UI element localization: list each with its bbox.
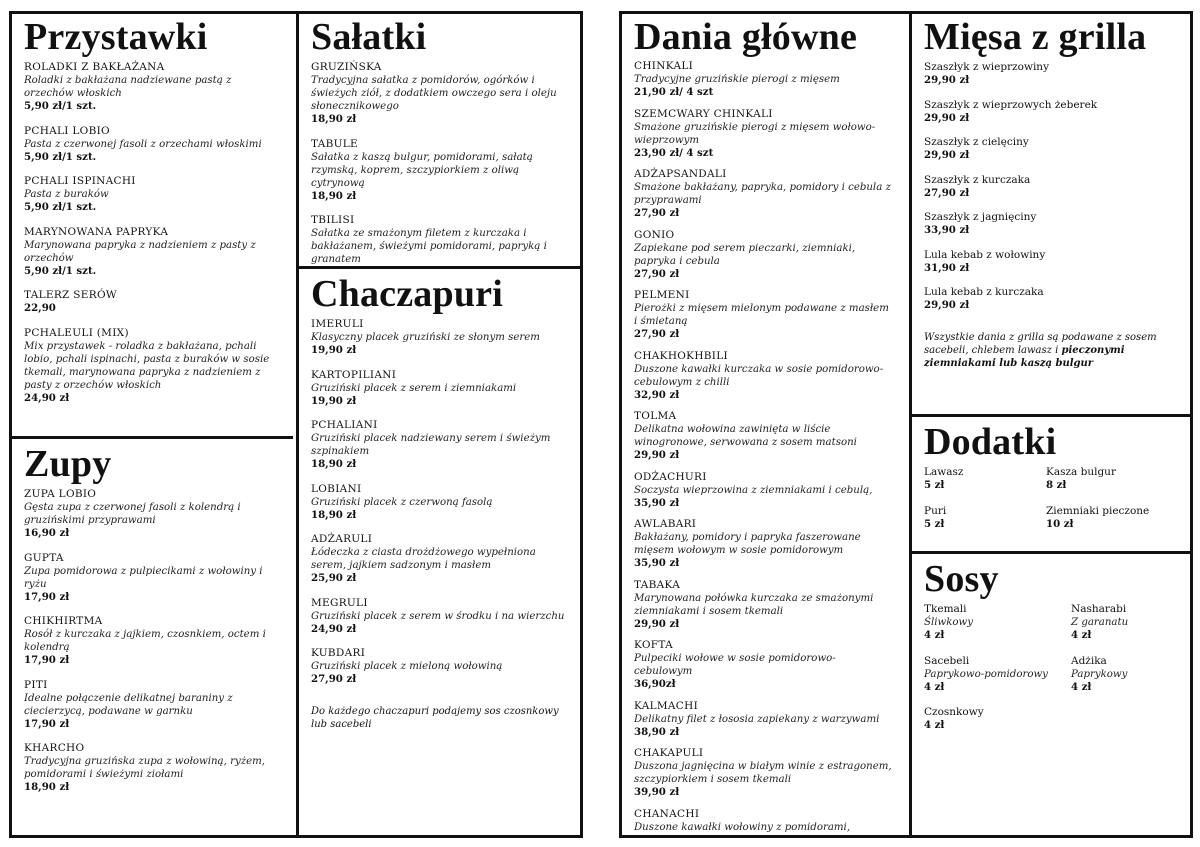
section-salatki xyxy=(296,14,580,266)
menu-item-name: CHINKALI xyxy=(634,60,694,72)
menu-item xyxy=(311,369,568,409)
menu-item-description: Śliwkowy xyxy=(924,617,973,628)
menu-item-name: CHAKAPULI xyxy=(634,747,704,759)
menu-item-price: 4 zł xyxy=(1071,629,1092,641)
menu-item xyxy=(311,483,568,523)
menu-item-description: Gruziński placek z serem w środku i na wierzchu xyxy=(311,610,565,622)
menu-item-price: 27,90 zł xyxy=(311,673,357,685)
menu-item-description: Delikatna wołowina zawinięta w liście winogronowe, serwowana z sosem matsoni xyxy=(634,424,857,448)
menu-item-name: ODŻACHURI xyxy=(634,470,707,483)
menu-item-description: Sałatka z kaszą bulgur, pomidorami, sałatą rzymską, koprem, szczypiorkiem z oliwą cytrynową xyxy=(311,151,533,189)
menu-item-price: 22,90 xyxy=(24,302,56,314)
menu-item-name: SZEMCWARY CHINKALI xyxy=(634,107,773,120)
menu-item-price: 5,90 zł/1 szt. xyxy=(24,100,97,112)
menu-item-price: 5 zł xyxy=(924,479,945,491)
menu-item xyxy=(24,552,281,605)
menu-item-price: 18,90 zł xyxy=(311,113,357,125)
menu-item-description: Paprykowo-pomidorowy xyxy=(924,668,1048,680)
menu-item-price: 24,90 zł xyxy=(24,391,70,404)
menu-item-name: GRUZIŃSKA xyxy=(311,61,382,73)
menu-item xyxy=(311,61,568,127)
menu-item xyxy=(1046,505,1178,532)
menu-item-name: CHAKHOKHBILI xyxy=(634,349,728,362)
menu-item-description: Soczysta wieprzowina z ziemniakami i cebulą, xyxy=(634,484,873,496)
menu-item-price: 32,90 zł xyxy=(634,388,680,401)
menu-item xyxy=(634,410,894,463)
menu-item-description: Tradycyjna sałatka z pomidorów, ogórków i świeżych ziół, z dodatkiem owczego sera i oleju słonecznikowego xyxy=(311,75,557,112)
section-sosy xyxy=(909,551,1190,835)
menu-item xyxy=(311,318,568,358)
section-title: Mięsa z grilla xyxy=(924,16,1147,58)
menu-item-name: PITI xyxy=(24,678,48,691)
menu-item xyxy=(634,579,894,632)
menu-item xyxy=(634,350,894,403)
menu-item-description: Gruziński placek z serem i ziemniakami xyxy=(311,382,517,394)
menu-item-price: 24,90 zł xyxy=(311,622,357,635)
menu-item-price: 19,90 zł xyxy=(311,394,357,407)
menu-item-name: ADŻARULI xyxy=(311,533,373,545)
menu-item-name: Puri xyxy=(924,504,947,517)
menu-item-price: 31,90 zł xyxy=(924,261,970,274)
menu-item xyxy=(24,226,281,279)
menu-item xyxy=(924,706,1071,733)
menu-item xyxy=(311,419,568,472)
section-title: Przystawki xyxy=(24,16,208,58)
menu-item xyxy=(634,471,894,511)
menu-item-name: CHANACHI xyxy=(634,807,700,820)
menu-item-price: 29,90 zł xyxy=(924,74,970,86)
menu-item-description: Gęsta zupa z czerwonej fasoli z kolendrą i gruzińskimi przyprawami xyxy=(24,502,241,526)
menu-item-description: Mix przystawek - roladka z bakłażana, pchali lobio, pchali ispinachi, pasta z buraków w sosie tkemali, marynowana papryka z nadzieniem z pasty z orzechów włoskich xyxy=(24,340,270,391)
items-grill xyxy=(912,58,1190,313)
menu-item-name: ADŻAPSANDALI xyxy=(634,168,727,180)
menu-item xyxy=(24,327,281,406)
menu-item xyxy=(634,229,894,282)
items-przystawki xyxy=(12,58,293,405)
menu-item-description: Pierożki z mięsem mielonym podawane z masłem i śmietaną xyxy=(634,303,889,327)
section-dodatki xyxy=(909,414,1190,551)
menu-item-description: Bakłażany, pomidory i papryka faszerowane mięsem wołowym w sosie pomidorowym xyxy=(634,532,861,556)
menu-item xyxy=(634,108,894,161)
section-title: Sałatki xyxy=(311,16,427,58)
menu-item-name: PCHALEULI (MIX) xyxy=(24,326,129,339)
menu-item-description: Pulpeciki wołowe w sosie pomidorowo-cebulowym xyxy=(634,653,836,677)
menu-item-description: Idealne połączenie delikatnej baraniny z ciecierzycą, podawane w garnku xyxy=(24,692,233,717)
items-dania xyxy=(622,58,906,835)
menu-item-name: TOLMA xyxy=(634,410,677,422)
menu-item-name: Lula kebab z kurczaka xyxy=(924,286,1044,298)
menu-item-name: KUBDARI xyxy=(311,647,366,659)
menu-item-name: TALERZ SERÓW xyxy=(24,289,117,301)
menu-item xyxy=(924,249,1178,276)
menu-item xyxy=(24,61,281,114)
menu-item-description: Smażone bakłażany, papryka, pomidory i cebula z przyprawami xyxy=(634,182,891,206)
menu-item-price: 17,90 zł xyxy=(24,654,70,666)
menu-item-name: Czosnkowy xyxy=(924,706,984,718)
menu-item xyxy=(924,99,1178,126)
menu-item-name: PCHALIANI xyxy=(311,419,378,431)
menu-item-price: 16,90 zł xyxy=(24,527,70,539)
menu-item-name: Lawasz xyxy=(924,466,964,478)
section-title: Dodatki xyxy=(924,421,1057,463)
menu-item xyxy=(24,125,281,165)
menu-item-name: Szaszłyk z kurczaka xyxy=(924,173,1031,186)
menu-item-price: 33,90 zł xyxy=(924,224,970,236)
menu-item-price: 18,90 zł xyxy=(311,458,357,470)
menu-item-name: IMERULI xyxy=(311,318,364,330)
menu-item xyxy=(924,466,1046,493)
menu-item-price: 4 zł xyxy=(924,719,945,731)
menu-item-price: 23,90 zł/ 4 szt xyxy=(634,146,714,159)
menu-item-name: Kasza bulgur xyxy=(1046,466,1116,478)
menu-item-description: Duszone kawałki wołowiny z pomidorami, xyxy=(634,821,851,833)
menu-item-name: PCHALI LOBIO xyxy=(24,124,110,137)
menu-item xyxy=(924,505,1046,532)
menu-item-price: 27,90 zł xyxy=(634,328,680,340)
menu-item-name: Szaszłyk z cielęciny xyxy=(924,136,1029,148)
menu-item xyxy=(311,533,568,586)
items-zupy xyxy=(12,485,293,795)
menu-item-name: MEGRULI xyxy=(311,596,368,609)
menu-item-description: Z garanatu xyxy=(1071,617,1129,628)
menu-item-price: 25,90 zł xyxy=(311,572,357,584)
menu-item-price: 36,90zł xyxy=(634,678,676,690)
menu-item-name: Szaszłyk z wieprzowiny xyxy=(924,61,1050,73)
menu-item-description: Pasta z buraków xyxy=(24,189,109,200)
menu-item xyxy=(1071,655,1178,695)
menu-item-price: 38,90 zł xyxy=(634,725,680,738)
menu-item xyxy=(24,289,281,316)
menu-item-name: KALMACHI xyxy=(634,699,699,712)
menu-item-description: Marynowana papryka z nadzieniem z pasty z orzechów xyxy=(24,239,256,264)
section-przystawki xyxy=(12,14,293,436)
menu-item-name: KOFTA xyxy=(634,639,673,651)
menu-item-name: CHIKHIRTMA xyxy=(24,615,103,627)
grill-note xyxy=(924,327,1178,370)
menu-item xyxy=(24,742,281,795)
menu-item xyxy=(634,747,894,800)
items-dodatki xyxy=(912,463,1190,543)
menu-item xyxy=(311,138,568,204)
menu-item-name: ZUPA LOBIO xyxy=(24,488,97,500)
menu-item-description: Klasyczny placek gruziński ze słonym serem xyxy=(311,332,540,343)
menu-item-description: Zapiekane pod serem pieczarki, ziemniaki, papryka i cebula xyxy=(634,242,856,267)
menu-item-name: Szaszłyk z jagnięciny xyxy=(924,211,1037,223)
menu-item xyxy=(1046,466,1178,493)
menu-item xyxy=(311,214,568,266)
menu-item-price: 4 zł xyxy=(1071,680,1092,693)
menu-item xyxy=(311,647,568,687)
menu-item xyxy=(634,639,894,692)
menu-item-name: PELMENI xyxy=(634,289,690,301)
menu-item-description: Smażone gruzińskie pierogi z mięsem wołowo-wieprzowym xyxy=(634,121,876,146)
menu-item-name: LOBIANI xyxy=(311,482,362,495)
menu-item xyxy=(1071,603,1178,643)
menu-item-description: Rosół z kurczaka z jajkiem, czosnkiem, octem i kolendrą xyxy=(24,629,266,653)
menu-item-price: 21,90 zł/ 4 szt xyxy=(634,86,714,98)
menu-item xyxy=(24,488,281,541)
menu-item-price: 19,90 zł xyxy=(311,344,357,356)
menu-item-name: KHARCHO xyxy=(24,742,85,754)
menu-item-price: 18,90 zł xyxy=(24,781,70,793)
menu-item-price: 27,90 zł xyxy=(634,267,680,280)
menu-item-description: Tradycyjna gruzińska zupa z wołowiną, ryżem, pomidorami i świeżymi ziołami xyxy=(24,756,266,780)
menu-item-price: 29,90 zł xyxy=(634,449,680,461)
menu-item-name: AWLABARI xyxy=(634,518,697,530)
menu-item-description: Gruziński placek z mieloną wołowiną xyxy=(311,661,503,672)
menu-item-price: 18,90 zł xyxy=(311,508,357,521)
menu-item-description: Delikatny filet z łososia zapiekany z warzywami xyxy=(634,713,880,725)
menu-item-name: Ziemniaki pieczone xyxy=(1046,504,1150,517)
menu-item-price: 29,90 zł xyxy=(924,111,970,124)
grill-note-bold: pieczonymi ziemniakami lub kaszą bulgur xyxy=(924,344,1125,369)
menu-item-name: TABULE xyxy=(311,137,359,150)
menu-item-description: Roladki z bakłażana nadziewane pastą z orzechów włoskich xyxy=(24,75,232,99)
menu-item-price: 17,90 zł xyxy=(24,717,70,730)
menu-item-name: PCHALI ISPINACHI xyxy=(24,175,136,187)
menu-item-name: ROLADKI Z BAKŁAŻANA xyxy=(24,61,165,73)
menu-item-description: Gruziński placek z czerwoną fasolą xyxy=(311,496,493,508)
menu-item-description: Duszone kawałki kurczaka w sosie pomidorowo-cebulowym z chilli xyxy=(634,363,884,388)
section-title: Dania główne xyxy=(634,16,858,58)
menu-item xyxy=(24,175,281,215)
menu-item-price: 4 zł xyxy=(924,680,945,693)
menu-item-name: Sacebeli xyxy=(924,654,970,667)
menu-item-price: 5,90 zł/1 szt. xyxy=(24,150,97,163)
menu-item xyxy=(924,174,1178,201)
menu-item-price: 39,90 zł xyxy=(634,786,680,798)
menu-item xyxy=(634,518,894,571)
menu-item-price: 18,90 zł xyxy=(311,189,357,202)
menu-item xyxy=(311,597,568,637)
chaczapuri-note: Do każdego chaczapuri podajemy sos czosnkowy lub sacebeli xyxy=(311,705,559,730)
menu-item-name: Lula kebab z wołowiny xyxy=(924,248,1046,261)
section-zupy xyxy=(12,436,293,835)
items-sosy xyxy=(912,600,1190,745)
menu-item-name: Tkemali xyxy=(924,603,967,615)
menu-item-price: 27,90 zł xyxy=(634,207,680,219)
menu-item-description: Paprykowy xyxy=(1071,668,1128,680)
menu-item xyxy=(634,60,894,100)
items-chaczapuri xyxy=(299,315,580,687)
menu-item xyxy=(634,289,894,342)
menu-page-left xyxy=(9,11,583,838)
menu-item-price: 27,90 zł xyxy=(924,186,970,199)
menu-item xyxy=(24,679,281,732)
menu-item-price: 10 zł xyxy=(1046,517,1074,530)
menu-item-description: Łódeczka z ciasta drożdżowego wypełniona serem, jajkiem sadzonym i masłem xyxy=(311,547,536,571)
menu-item-name: GONIO xyxy=(634,228,675,241)
menu-item-name: TBILISI xyxy=(311,214,355,226)
menu-item-price: 17,90 zł xyxy=(24,590,70,603)
menu-item-name: TABAKA xyxy=(634,578,681,591)
menu-item-description: Marynowana połówka kurczaka ze smażonymi ziemniakami i sosem tkemali xyxy=(634,592,874,617)
menu-item-description: Zupa pomidorowa z pulpiecikami z wołowiny i ryżu xyxy=(24,565,263,590)
grill-note-text: Wszystkie dania z grilla są podawane z sosem sacebeli, chlebem lawasz i xyxy=(924,331,1157,356)
menu-item-description: Pasta z czerwonej fasoli z orzechami włoskimi xyxy=(24,138,262,150)
menu-item xyxy=(924,61,1178,88)
menu-item xyxy=(634,700,894,740)
menu-item-name: GUPTA xyxy=(24,551,64,564)
menu-item-name: MARYNOWANA PAPRYKA xyxy=(24,225,169,238)
menu-item-price: 8 zł xyxy=(1046,479,1067,491)
menu-item xyxy=(634,808,894,836)
menu-item xyxy=(924,603,1071,643)
menu-item xyxy=(924,655,1071,695)
menu-item-description: Gruziński placek nadziewany serem i świeżym szpinakiem xyxy=(311,433,551,457)
section-title: Chaczapuri xyxy=(311,273,503,315)
section-title: Sosy xyxy=(924,558,999,600)
menu-item-price: 35,90 zł xyxy=(634,557,680,569)
menu-item-price: 5,90 zł/1 szt. xyxy=(24,264,97,277)
section-grill xyxy=(909,14,1190,414)
menu-item-price: 5,90 zł/1 szt. xyxy=(24,201,97,213)
section-chaczapuri xyxy=(296,266,580,835)
menu-item-description: Tradycyjne gruzińskie pierogi z mięsem xyxy=(634,74,840,85)
menu-item-description: Duszona jagnięcina w białym winie z estragonem, szczypiorkiem i sosem tkemali xyxy=(634,761,892,785)
menu-item-name: Adżika xyxy=(1071,654,1107,667)
menu-item xyxy=(924,211,1178,238)
menu-item-price: 35,90 zł xyxy=(634,496,680,509)
menu-item-name: Szaszłyk z wieprzowych żeberek xyxy=(924,98,1098,111)
section-title: Zupy xyxy=(24,443,112,485)
menu-item-name: Nasharabi xyxy=(1071,603,1127,615)
menu-item-price: 5 zł xyxy=(924,517,945,530)
items-salatki xyxy=(299,58,580,266)
menu-item-price: 29,90 zł xyxy=(924,149,970,161)
menu-item xyxy=(24,615,281,668)
menu-page-right xyxy=(619,11,1193,838)
menu-item xyxy=(924,136,1178,163)
section-dania-glowne xyxy=(622,14,906,835)
menu-item xyxy=(634,168,894,221)
menu-item xyxy=(924,286,1178,313)
menu-item-description: Sałatka ze smażonym filetem z kurczaka i bakłażanem, świeżymi pomidorami, papryką i granatem xyxy=(311,228,547,265)
menu-item-price: 29,90 zł xyxy=(634,617,680,630)
menu-item-name: KARTOPILIANI xyxy=(311,368,397,381)
menu-item-price: 4 zł xyxy=(924,629,945,641)
menu-item-price: 29,90 zł xyxy=(924,299,970,311)
